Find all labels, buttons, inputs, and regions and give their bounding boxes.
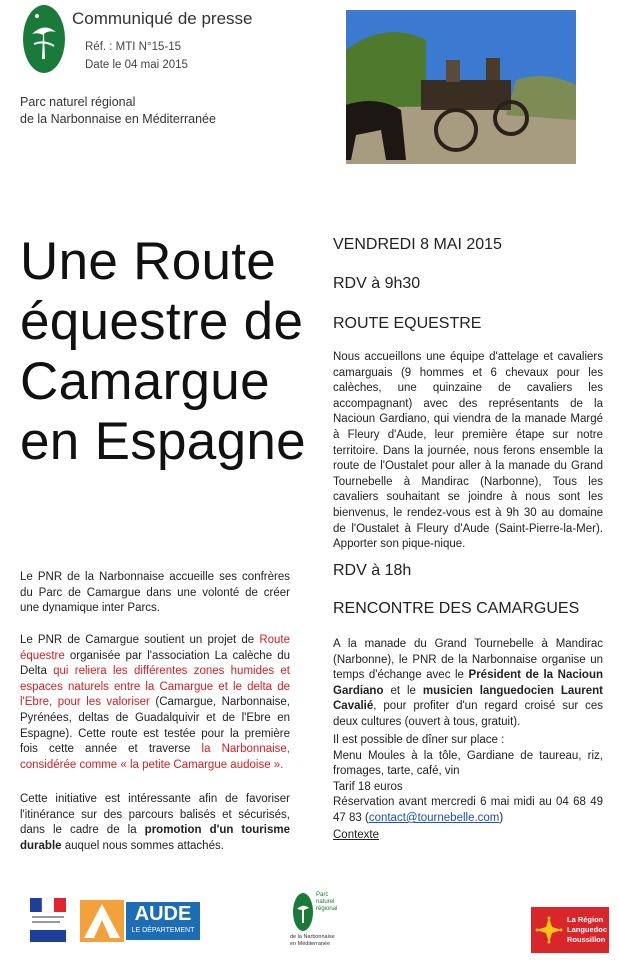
initiative-paragraph xyxy=(20,792,290,854)
rencontre-paragraph xyxy=(333,637,603,731)
aude-badge xyxy=(126,902,200,940)
org-line-1: Parc naturel régional xyxy=(20,95,136,109)
pnr-footer-line-3: régional xyxy=(316,906,338,912)
rdv-morning: RDV à 9h30 xyxy=(333,275,421,292)
rdv-evening: RDV à 18h xyxy=(333,562,412,579)
region-text xyxy=(567,915,607,945)
intro-paragraph: Le PNR de la Narbonnaise accueille ses confrères du Parc de Camargue dans une volonté de créer une dynamique inter Parcs. xyxy=(20,571,290,615)
aude-logo xyxy=(80,900,200,942)
aude-sub-label: LE DÉPARTEMENT xyxy=(131,927,195,934)
email-link[interactable]: contact@tournebelle.com xyxy=(368,811,500,824)
occitan-cross-icon xyxy=(534,915,564,945)
pnr-footer-line-5: en Méditerranée xyxy=(290,941,331,947)
reservation-close: ) xyxy=(499,811,504,824)
tree-logo-icon xyxy=(22,4,66,74)
pnr-footer-subtext xyxy=(290,934,335,948)
pnr-footer-line-4: de la Narbonnaise xyxy=(290,934,335,940)
rencontre-paragraph-run: , pour profiter d'un regard croisé sur ces deux cultures (ouvert à tous, gratuit). xyxy=(333,700,603,728)
headline xyxy=(20,232,320,472)
aude-label: AUDE xyxy=(134,903,192,925)
contexte-link[interactable]: Contexte xyxy=(333,828,380,841)
dinner-info xyxy=(333,733,603,843)
rencontre-paragraph-run: Président de la Nacioun Gardiano xyxy=(333,669,603,697)
tarif-line: Tarif 18 euros xyxy=(333,780,403,793)
section-route-equestre: ROUTE EQUESTRE xyxy=(333,315,482,332)
initiative-paragraph-run: promotion d'un tourisme durable xyxy=(20,824,290,852)
project-paragraph-run: organisée par l'association La calèche du Delta xyxy=(20,649,290,678)
project-paragraph-run: Le PNR de Camargue soutient un projet de xyxy=(20,634,260,646)
marianne-flag-icon xyxy=(30,898,66,946)
header-photo xyxy=(346,10,576,164)
org-line-2: de la Narbonnaise en Méditerranée xyxy=(20,112,216,126)
rencontre-paragraph-run: musicien languedocien Laurent Cavalié xyxy=(333,684,603,713)
section-rencontre: RENCONTRE DES CAMARGUES xyxy=(333,600,580,617)
headline-line-4: en Espagne xyxy=(20,412,306,471)
pnr-logo xyxy=(22,4,66,74)
pnr-footer-line-1: Parc xyxy=(316,892,329,898)
headline-line-2: équestre de xyxy=(20,292,304,351)
marianne-logo xyxy=(30,898,66,946)
reference: Réf. : MTI N°15-15 xyxy=(85,41,181,53)
region-line-3: Roussillon xyxy=(567,935,606,944)
org-name xyxy=(20,94,216,128)
headline-line-3: Camargue xyxy=(20,352,270,411)
event-date-heading: VENDREDI 8 MAI 2015 xyxy=(333,236,502,253)
rencontre-paragraph-run: et le xyxy=(383,684,423,697)
region-line-1: La Région xyxy=(567,915,604,924)
project-paragraph-run: qui reliera les différentes zones humides et espaces naturels entre la Camargue et le delta de l'Ebre, pour les valoriser xyxy=(20,665,290,709)
reservation-line xyxy=(333,795,603,826)
project-paragraph-run: la Narbonnaise, considérée comme « la petite Camargue audoise ». xyxy=(20,743,290,771)
date: Date le 04 mai 2015 xyxy=(85,59,188,71)
project-paragraph xyxy=(20,633,290,773)
region-logo xyxy=(531,907,609,953)
dinner-line: Il est possible de dîner sur place : xyxy=(333,734,505,746)
project-paragraph-run: Route équestre xyxy=(20,634,290,662)
horse-carriage-photo-icon xyxy=(346,10,576,164)
pnr-footer-line-2: naturel xyxy=(316,899,335,905)
headline-line-1: Une Route xyxy=(20,232,277,291)
project-paragraph-run: (Camargue, Narbonnaise, Pyrénées, deltas de Guadalquivir et de l'Ebre en Espagne). Cette route est testée pour la première fois cette année et traverse xyxy=(20,696,290,756)
menu-line: Menu Moules à la tôle, Gardiane de taureau, riz, fromages, tarte, café, vin xyxy=(333,749,603,778)
aude-mark-icon xyxy=(80,900,124,942)
region-line-2: Languedoc xyxy=(567,925,608,934)
tree-logo-small-icon xyxy=(292,892,314,932)
rencontre-paragraph-run: A la manade du Grand Tournebelle à Mandirac (Narbonne), le PNR de la Narbonnaise organise un temps d'échange avec le xyxy=(333,638,603,682)
route-paragraph: Nous accueillons une équipe d'attelage et cavaliers camarguais (9 hommes et 6 chevaux pour les calèches, une quinzaine de cavaliers les accompagnant) avec des représentants de la Nacioun Gardiano, qui viendra de la manade Margé à Fleury d'Aude, leur première étape sur notre territoire. Dans la journée, nous ferons ensemble la route de l'Oustalet pour aller à la manade du Grand Tournebelle à Mandirac (Narbonne), Tous les cavaliers souhaitant se joindre à nous sont les bienvenus, le rendez-vous est à 9h 30 au domaine de l'Oustalet à Fleury d'Aude (Saint-Pierre-la-Mer). Apporter son pique-nique. xyxy=(333,351,603,551)
pnr-footer-text xyxy=(316,892,337,913)
reservation-text: Réservation avant mercredi 6 mai midi au 04 68 49 47 83 ( xyxy=(333,796,603,824)
doc-type-title: Communiqué de presse xyxy=(72,9,253,28)
pnr-footer-logo xyxy=(290,890,350,955)
initiative-paragraph-run: Cette initiative est intéressante afin de favoriser l'itinérance sur des parcours balisés et sécurisés, dans le cadre de la xyxy=(20,793,290,837)
initiative-paragraph-run: auquel nous sommes attachés. xyxy=(61,839,224,852)
